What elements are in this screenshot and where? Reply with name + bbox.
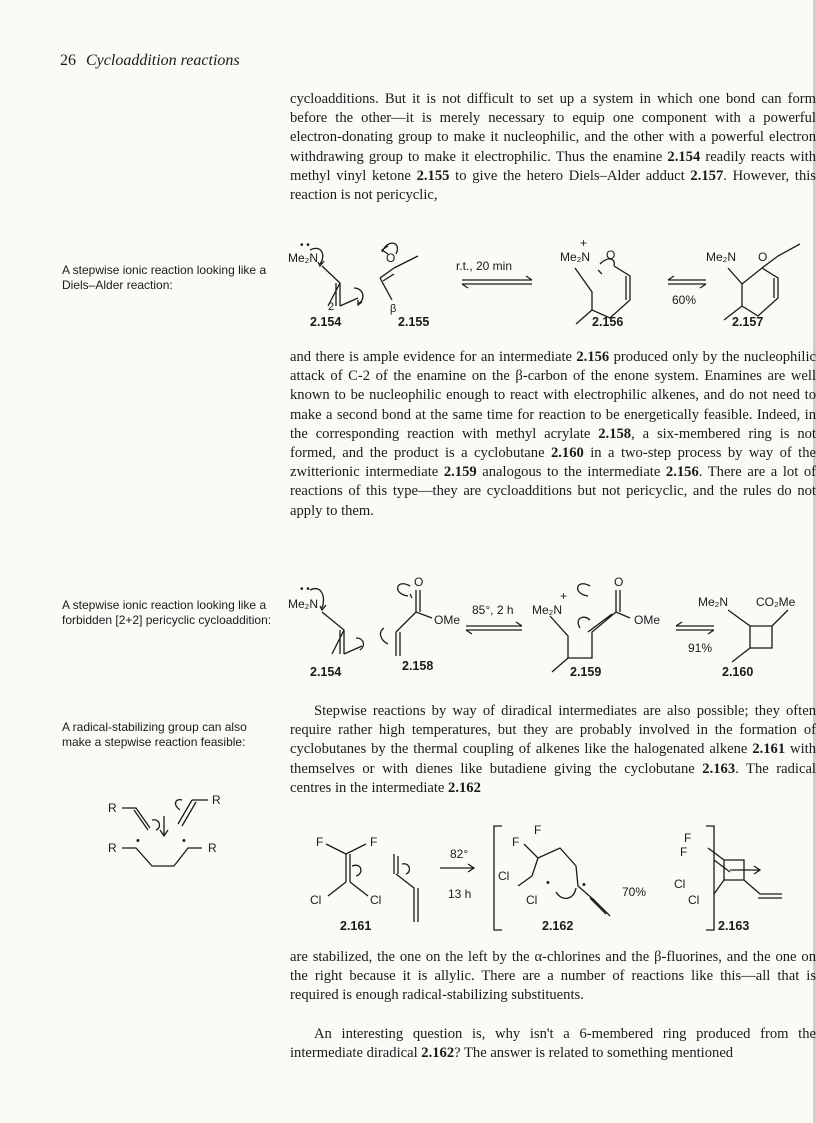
curly-arrow (578, 617, 590, 628)
svg-text:2.157: 2.157 (732, 315, 764, 329)
svg-text:OMe: OMe (434, 613, 461, 627)
curly-arrow (352, 865, 361, 876)
equilibrium-arrow (462, 276, 532, 288)
reverse-equilibrium (668, 276, 706, 288)
forward-arrow (730, 866, 760, 874)
curly-arrow (176, 800, 182, 810)
curly-arrow (556, 888, 576, 898)
margin-note-3: A radical-stabilizing group can also make a stepwise reaction feasible: (62, 720, 247, 749)
scheme-2161-to-2163 (290, 812, 800, 940)
compound-ref: 2.155 (416, 167, 450, 184)
svg-text:F: F (316, 835, 324, 849)
forward-arrow (440, 864, 474, 872)
page-number: 26 (60, 52, 76, 69)
paragraph-4: are stabilized, the one on the left by the α-chlorines and the β-fluorines, and the one on the right because it is allylic. There are a number of reactions like this—all that is required is enough radical-stabilizing substituents. (290, 949, 816, 1004)
reaction-arrow (160, 816, 168, 836)
curly-arrow (354, 288, 363, 305)
svg-text:• •: • • (300, 584, 310, 595)
svg-text:R: R (108, 801, 117, 815)
svg-text:F: F (370, 835, 378, 849)
svg-text:Me₂N: Me₂N (706, 250, 736, 264)
compound-ref: 2.162 (448, 779, 481, 796)
svg-text:Cl: Cl (498, 869, 510, 883)
enamine-2154 (322, 266, 358, 306)
margin-scheme-radical (100, 790, 250, 890)
svg-text:2: 2 (328, 301, 335, 313)
compound-ref: 2.163 (702, 760, 736, 777)
svg-text:F: F (684, 831, 692, 845)
svg-text:• •: • • (300, 240, 310, 251)
svg-text:Me₂N: Me₂N (532, 603, 562, 617)
margin-note-1: A stepwise ionic reaction looking like a Diels–Alder reaction: (62, 263, 267, 292)
svg-text:2.162: 2.162 (542, 919, 574, 933)
paragraph-1: cycloadditions. But it is not difficult to set up a system in which one bond can form before the other—it is merely necessary to equip one component with a powerful electron-donating group to make it nucleophilic, and the other with a powerful electron withdrawing group to make it electrophilic. Thus the enamine 2.154 readily reacts with methyl vinyl ketone 2.155 to give the hetero Diels–Alder adduct 2.157. However, this reaction is not pericyclic, (290, 91, 816, 204)
reverse-equilibrium (676, 622, 714, 634)
svg-text:•: • (182, 835, 186, 847)
svg-text:Cl: Cl (370, 893, 382, 907)
compound-ref: 2.154 (667, 148, 701, 165)
acrylate-2158 (396, 590, 432, 656)
svg-text:Cl: Cl (310, 893, 322, 907)
svg-text:F: F (512, 835, 520, 849)
svg-text:2.158: 2.158 (402, 659, 434, 673)
svg-text:70%: 70% (622, 885, 647, 899)
compound-ref: 2.156 (665, 464, 699, 481)
scheme-2154-to-2160 (270, 568, 810, 683)
cyclobutane-2163 (708, 848, 782, 898)
paragraph-2: and there is ample evidence for an intermediate 2.156 produced only by the nucleophilic attack of C-2 of the enamine on the β-carbon of the enone system. Enamines are well known to be nucleophilic enough to react with electrophilic alkenes, and do not need to make a second bond at the same time for reaction to be energetically feasible. Indeed, in the corresponding reaction with methyl acrylate 2.158, a six-membered ring is not formed, and the product is a cyclobutane 2.160 in a two-step process by way of the zwitterionic intermediate 2.159 analogous to the intermediate 2.156. There are a lot of reactions of this type—they are cycloadditions but not pericyclic, and the rules do not apply to them. (290, 349, 816, 519)
compound-ref: 2.157 (690, 167, 724, 184)
svg-text:2.155: 2.155 (398, 315, 430, 329)
svg-text:Cl: Cl (688, 893, 700, 907)
svg-text:•: • (546, 877, 550, 889)
svg-text:Me₂N: Me₂N (288, 251, 318, 265)
compound-ref: 2.160 (550, 445, 584, 462)
margin-note-2: A stepwise ionic reaction looking like a forbidden [2+2] pericyclic cycloaddition: (62, 598, 272, 627)
svg-text:β: β (390, 303, 397, 315)
svg-text:2.154: 2.154 (310, 665, 342, 679)
svg-text:2.154: 2.154 (310, 315, 342, 329)
svg-text:O: O (758, 250, 768, 264)
svg-text:R: R (212, 793, 221, 807)
diradical (122, 848, 202, 866)
svg-text:R: R (108, 841, 117, 855)
alkene-2161 (326, 844, 368, 896)
compound-ref: 2.161 (752, 741, 786, 758)
svg-text:2.160: 2.160 (722, 665, 754, 679)
svg-text:Me₂N: Me₂N (560, 250, 590, 264)
compound-ref: 2.158 (598, 425, 632, 442)
bracket-right (706, 826, 714, 930)
svg-text:CO₂Me: CO₂Me (756, 595, 796, 609)
enamine-2154 (322, 612, 362, 654)
scheme-2154-to-2157 (270, 228, 800, 338)
svg-text:O: O (386, 251, 396, 265)
svg-text:F: F (680, 845, 688, 859)
svg-text:13 h: 13 h (448, 887, 472, 901)
compound-ref: 2.159 (443, 464, 477, 481)
svg-text:2.159: 2.159 (570, 665, 602, 679)
curly-arrow (402, 864, 409, 874)
svg-text:2.156: 2.156 (592, 315, 624, 329)
svg-text:•: • (582, 879, 586, 891)
paragraph-3: Stepwise reactions by way of diradical intermediates are also possible; they often require rather high temperatures, but they are probably involved in the formation of cyclobutanes by the thermal coupling of alkenes like the halogenated alkene 2.161 with themselves or with dienes like butadiene giving the cyclobutane 2.163. The radical centres in the intermediate 2.162 (290, 703, 816, 796)
svg-text:2.161: 2.161 (340, 919, 372, 933)
svg-text:O: O (606, 248, 616, 262)
svg-text:Me₂N: Me₂N (698, 595, 728, 609)
svg-text:O: O (414, 575, 424, 589)
svg-text:82°: 82° (450, 847, 469, 861)
svg-text:+: + (560, 589, 568, 603)
chapter-title: Cycloaddition reactions (86, 52, 240, 69)
svg-text:•: • (136, 835, 140, 847)
equilibrium-arrow (466, 622, 522, 634)
svg-text:2.163: 2.163 (718, 919, 750, 933)
alkene-right (178, 800, 208, 826)
svg-text:O: O (614, 575, 624, 589)
svg-text:+: + (580, 236, 588, 250)
compound-ref: 2.156 (576, 349, 610, 365)
running-header (60, 52, 240, 70)
svg-text:r.t., 20 min: r.t., 20 min (456, 259, 513, 273)
alkene-left (122, 808, 150, 830)
svg-text:85°, 2 h: 85°, 2 h (472, 603, 514, 617)
svg-text:91%: 91% (688, 641, 713, 655)
svg-text:Cl: Cl (674, 877, 686, 891)
cyclobutane-2160 (728, 610, 788, 662)
svg-text:Me₂N: Me₂N (288, 597, 318, 611)
curly-arrow (578, 584, 590, 596)
svg-text:OMe: OMe (634, 613, 661, 627)
svg-text:60%: 60% (672, 293, 697, 307)
svg-text:R: R (208, 841, 217, 855)
svg-text:Cl: Cl (526, 893, 538, 907)
curly-arrow (381, 628, 388, 644)
paragraph-5: An interesting question is, why isn't a 6-membered ring produced from the intermediate diradical 2.162? The answer is related to something mentioned (290, 1026, 816, 1062)
compound-ref: 2.162 (421, 1045, 455, 1062)
curly-arrow (398, 584, 412, 598)
curly-arrow (152, 820, 159, 830)
svg-text:F: F (534, 823, 542, 837)
